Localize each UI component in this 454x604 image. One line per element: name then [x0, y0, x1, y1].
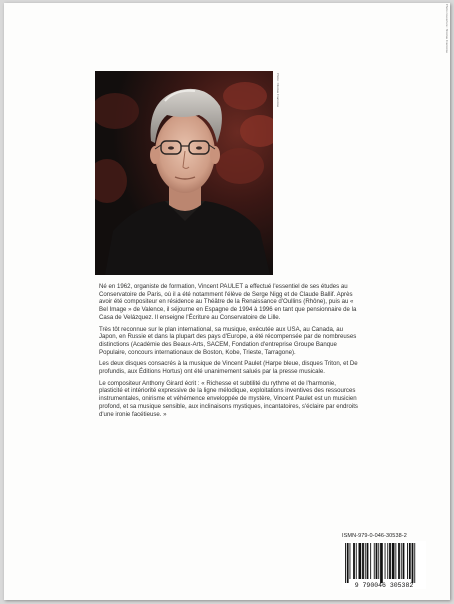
barcode-bar	[365, 543, 366, 579]
bio-paragraph: Les deux disques consacrés à la musique de Vincent Paulet (Harpe bleue, disques Triton, et De profundis, aux Éditions Hortus) ont été unanimement salués par la presse musicale.	[99, 360, 358, 376]
barcode-bar	[359, 543, 362, 579]
barcode	[342, 541, 426, 589]
barcode-bar	[398, 543, 400, 579]
bio-paragraph: Le compositeur Anthony Girard écrit : « Richesse et subtilité du rythme et de l'harmonie, plasticité et intériorité expressive de la ligne mélodique, exploitations inventives des ressources instrumentales, onirisme et véhémence enveloppée de mystère, Vincent Paulet est un musicien profond, et sa musique sensible, aux inclinaisons mystiques, incantatoires, s'éclaire par endroits d'une ironie facétieuse. »	[99, 379, 358, 418]
ismn-number: ISMN-979-0-046-30538-2	[342, 533, 407, 539]
barcode-bar	[345, 543, 346, 583]
barcode-bar	[376, 543, 378, 579]
photo-credit-text: Photo : Nicolas Francoise	[276, 73, 280, 108]
barcode-bar	[389, 543, 391, 579]
composer-portrait	[95, 71, 273, 275]
barcode-bar	[362, 543, 364, 579]
barcode-bar	[374, 543, 375, 579]
bio-paragraph: Né en 1962, organiste de formation, Vincent PAULET a effectué l'essentiel de ses études au Conservatoire de Paris, où il a été notamment l'élève de Serge Nigg et de Claude Ballif. Après avoir été compositeur en résidence au Théâtre de la Renaissance d'Oullins (Rhône), puis au « Bel Image » de Valence, il séjourne en Espagne de 1994 à 1996 en tant que pensionnaire de la Casa de Velázquez. Il enseigne l'Écriture au Conservatoire de Lille.	[99, 283, 357, 321]
portrait-image	[95, 71, 273, 275]
barcode-bar	[380, 543, 383, 583]
barcode-image	[342, 541, 426, 589]
barcode-bar	[367, 543, 369, 579]
barcode-bar	[401, 543, 402, 579]
barcode-bar	[356, 543, 357, 579]
barcode-bar	[395, 543, 396, 579]
barcode-bar	[409, 543, 411, 579]
composer-biography	[99, 283, 361, 422]
barcode-bar	[370, 543, 371, 579]
barcode-number: 9 790046 305382	[354, 582, 414, 589]
bio-paragraph: Très tôt reconnue sur le plan international, sa musique, exécutée aux USA, au Canada, au Japon, en Russie et dans la plupart des pays d'Europe, a été récompensée par de nombreuses distinctions (Académie des Beaux-Arts, SACEM, Fondation d'entreprise Groupe Banque Populaire, concours internationaux de Boston, Kobe, Trieste, Tarragone).	[99, 325, 357, 356]
barcode-bar	[414, 543, 415, 583]
barcode-bar	[387, 543, 388, 579]
barcode-bar	[350, 543, 351, 579]
barcode-bar	[378, 543, 379, 579]
photo-credit	[276, 73, 280, 108]
barcode-bar	[392, 543, 395, 579]
barcode-bar	[347, 543, 349, 583]
barcode-bar	[385, 543, 386, 579]
cover-photo-credit: Photo couverture : Nicolas Francoise	[445, 3, 449, 53]
back-cover	[4, 3, 450, 600]
barcode-bar	[353, 543, 355, 579]
barcode-bar	[412, 543, 414, 583]
barcode-bar	[403, 543, 405, 579]
barcode-bar	[407, 543, 408, 579]
